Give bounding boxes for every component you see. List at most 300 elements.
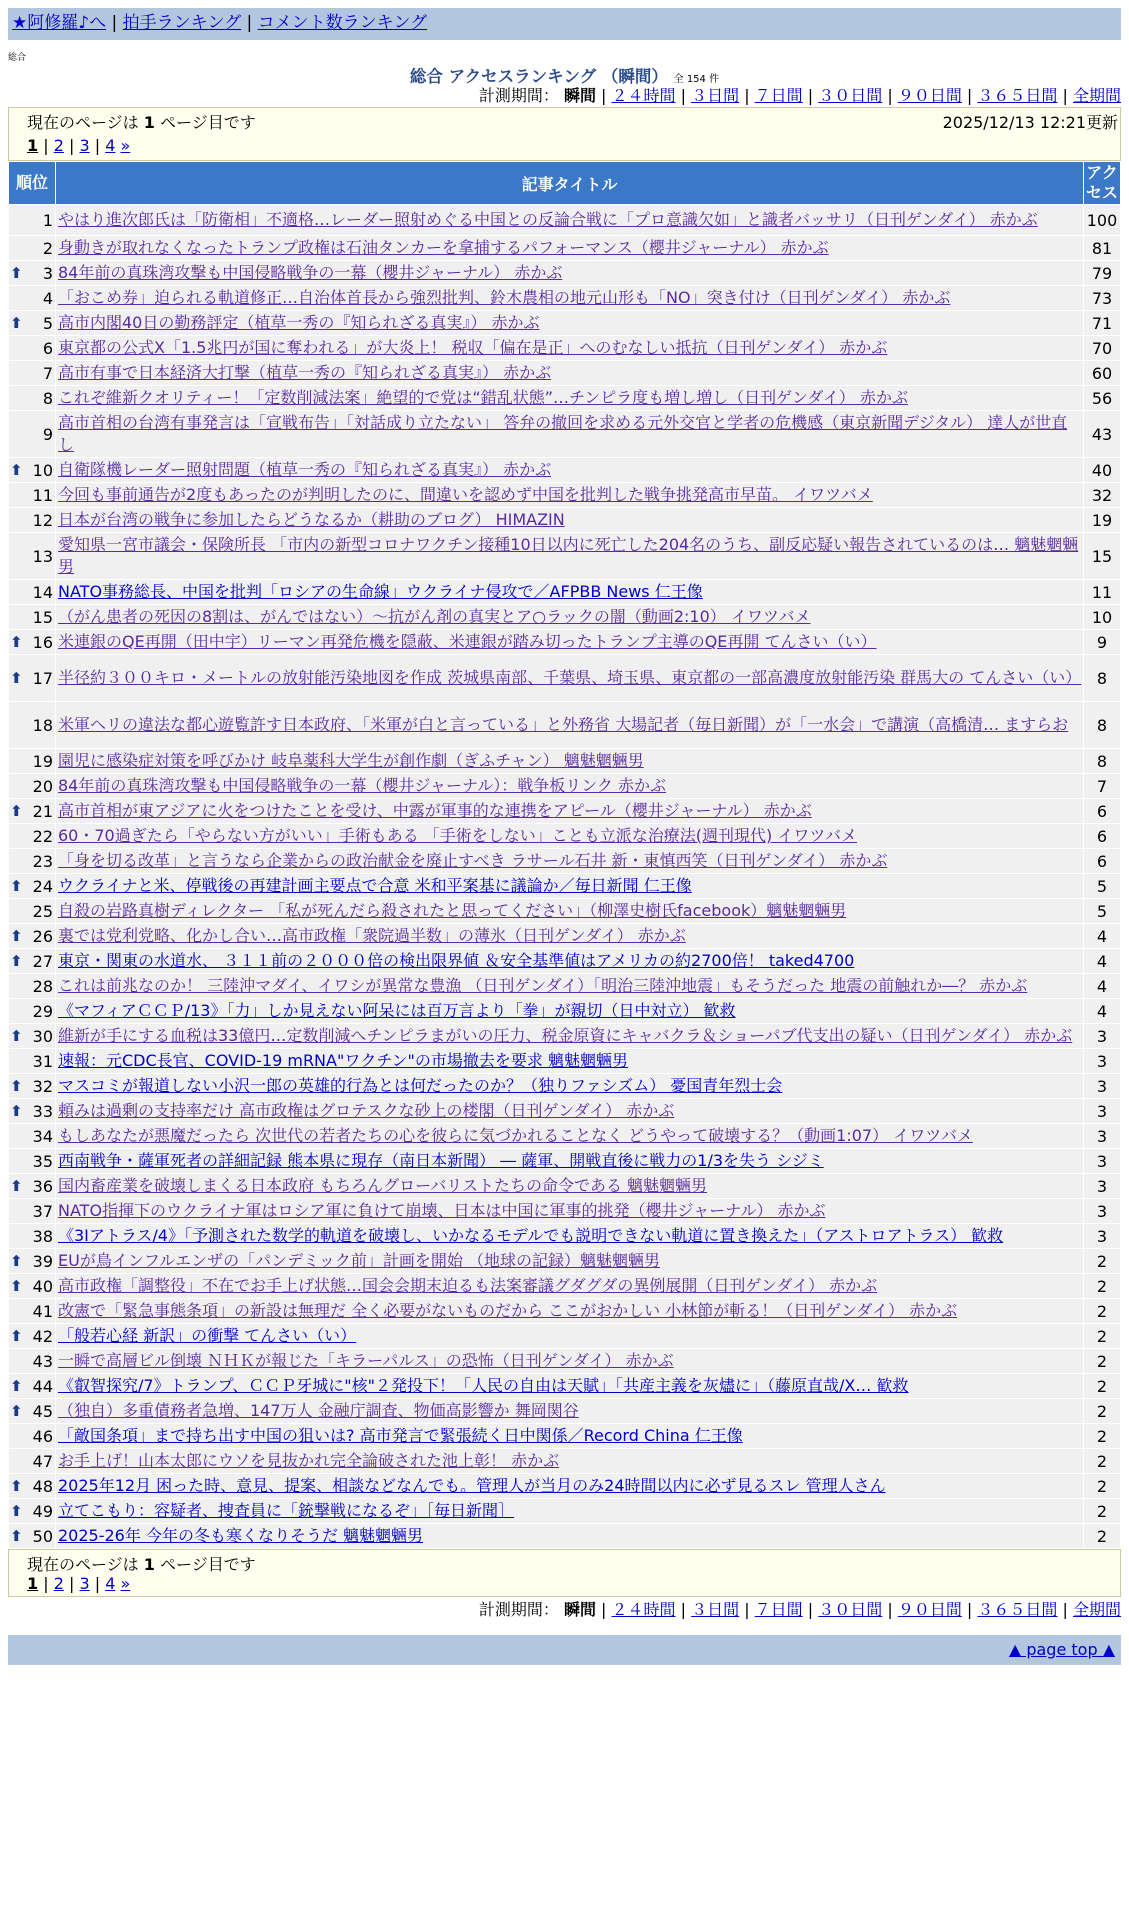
period-link-6[interactable]: 全期間	[1072, 1600, 1121, 1619]
rank-cell	[9, 655, 55, 701]
title-cell	[56, 261, 1083, 285]
rank-cell	[9, 1424, 55, 1448]
title-cell	[56, 749, 1083, 773]
title-cell	[56, 874, 1083, 898]
rank-number: 44	[32, 1376, 53, 1396]
period-link-6[interactable]: 全期間	[1072, 86, 1121, 105]
ranking-heading: 総合 アクセスランキング （瞬間）	[409, 67, 668, 86]
table-row	[9, 702, 1120, 748]
table-row	[9, 1249, 1120, 1273]
total-count: 全 154 件	[673, 74, 720, 85]
rank-cell	[9, 311, 55, 335]
access-count: 7	[1084, 774, 1120, 798]
title-cell	[56, 1224, 1083, 1248]
rank-cell	[9, 605, 55, 629]
next-page-link[interactable]: »	[120, 1574, 131, 1593]
table-row	[9, 483, 1120, 507]
title-cell	[56, 1299, 1083, 1323]
title-cell	[56, 1124, 1083, 1148]
article-link[interactable]: 2025年12月 困った時、意見、提案、相談などなんでも。管理人が当月のみ24時間以内に必ず見るスレ 管理人さん	[58, 1476, 886, 1495]
table-row	[9, 1149, 1120, 1173]
page-link-current[interactable]: 1	[27, 136, 39, 155]
table-row	[9, 1524, 1120, 1548]
access-count: 73	[1084, 286, 1120, 310]
access-count: 3	[1084, 1124, 1120, 1148]
article-link[interactable]: 頼みは過剰の支持率だけ 高市政権はグロテスクな砂上の楼閣（日刊ゲンダイ） 赤かぶ	[58, 1101, 675, 1120]
title-cell	[56, 1474, 1083, 1498]
article-link[interactable]: ウクライナと米、停戦後の再建計画主要点で合意 米和平案基に議論か／毎日新聞 仁王像	[58, 876, 692, 895]
rank-cell	[9, 1499, 55, 1523]
rank-up-icon: ⬆	[10, 460, 23, 479]
rank-number: 37	[32, 1201, 53, 1221]
access-count: 5	[1084, 899, 1120, 923]
rank-number: 50	[32, 1526, 53, 1546]
table-row	[9, 1299, 1120, 1323]
rank-cell	[9, 774, 55, 798]
footer-bar	[8, 1635, 1121, 1665]
rank-number: 45	[32, 1401, 53, 1421]
period-link-2[interactable]: ７日間	[754, 1600, 803, 1619]
page-link-4[interactable]: 4	[105, 1574, 116, 1593]
access-count: 40	[1084, 458, 1120, 482]
article-link[interactable]: 《マフィアＣＣＰ/13》「力」しか見えない阿呆には百万言より「拳」が親切（日中対立） 歓救	[58, 1001, 736, 1020]
title-cell	[56, 924, 1083, 948]
table-row	[9, 580, 1120, 604]
article-link[interactable]: 高市政権「調整役」不在でお手上げ状態…国会会期末迫るも法案審議グダグダの異例展開（日刊ゲンダイ） 赤かぶ	[58, 1276, 878, 1295]
title-cell	[56, 849, 1083, 873]
article-link[interactable]: 「身を切る改革」と言うなら企業からの政治献金を廃止すべき ラサール石井 新・東慎西笑（日刊ゲンダイ） 赤かぶ	[58, 851, 888, 870]
access-count: 3	[1084, 1049, 1120, 1073]
page-info-bottom	[8, 1549, 1121, 1597]
rank-cell	[9, 849, 55, 873]
article-link[interactable]: 一瞬で高層ビル倒壊 ＮＨＫが報じた「キラーパルス」の恐怖（日刊ゲンダイ） 赤かぶ	[58, 1351, 674, 1370]
article-link[interactable]: 高市首相が東アジアに火をつけたことを受け、中露が軍事的な連携をアピール（櫻井ジャーナル） 赤かぶ	[58, 801, 812, 820]
article-link[interactable]: お手上げ！山本太郎にウソを見抜かれ完全論破された池上彰！ 赤かぶ	[58, 1451, 560, 1470]
rank-cell	[9, 1299, 55, 1323]
article-link[interactable]: 身動きが取れなくなったトランプ政権は石油タンカーを拿捕するパフォーマンス（櫻井ジャーナル） 赤かぶ	[58, 238, 829, 257]
title-cell	[56, 824, 1083, 848]
table-row	[9, 1024, 1120, 1048]
access-count: 4	[1084, 974, 1120, 998]
table-row	[9, 361, 1120, 385]
access-count: 71	[1084, 311, 1120, 335]
article-link[interactable]: 「おこめ券」迫られる軌道修正…自治体首長から強烈批判、鈴木農相の地元山形も「NO」突き付け（日刊ゲンダイ） 赤かぶ	[58, 288, 951, 307]
rank-up-icon: ⬆	[10, 1401, 23, 1420]
table-row	[9, 1449, 1120, 1473]
rank-cell	[9, 1224, 55, 1248]
article-link[interactable]: 高市首相の台湾有事発言は「宣戦布告」「対話成り立たない」 答弁の撤回を求める元外交官と学者の危機感（東京新聞デジタル） 達人が世直し	[58, 413, 1068, 454]
rank-cell	[9, 824, 55, 848]
rank-number: 40	[32, 1276, 53, 1296]
period-selector-bottom: 計測期間： 瞬間 | ２４時間 | ３日間 | ７日間 | ３０日間 | ９０日間 | ３６５日間 | 全期間	[478, 1600, 1121, 1619]
article-link[interactable]: 日本が台湾の戦争に参加したらどうなるか（耕助のブログ） HIMAZIN	[58, 510, 565, 529]
rank-cell	[9, 749, 55, 773]
rank-number: 5	[42, 313, 53, 333]
title-cell	[56, 1349, 1083, 1373]
access-count: 9	[1084, 630, 1120, 654]
rank-up-icon: ⬆	[10, 313, 23, 332]
table-row	[9, 533, 1120, 579]
page-link-2[interactable]: 2	[53, 136, 64, 155]
title-cell	[56, 1099, 1083, 1123]
article-link[interactable]: 裏では党利党略、化かし合い…高市政権「衆院過半数」の薄氷（日刊ゲンダイ） 赤かぶ	[58, 926, 686, 945]
rank-number: 19	[32, 751, 53, 771]
rank-cell	[9, 1024, 55, 1048]
rank-cell	[9, 1349, 55, 1373]
title-cell	[56, 508, 1083, 532]
rank-number: 17	[32, 668, 53, 688]
rank-number: 18	[32, 715, 53, 735]
rank-cell	[9, 386, 55, 410]
rank-up-icon: ⬆	[10, 1501, 23, 1520]
article-link[interactable]: NATO指揮下のウクライナ軍はロシア軍に負けて崩壊、日本は中国に軍事的挑発（櫻井ジャーナル） 赤かぶ	[58, 1201, 826, 1220]
table-row	[9, 999, 1120, 1023]
comment-ranking-link[interactable]: コメント数ランキング	[257, 13, 428, 33]
rank-number: 47	[32, 1451, 53, 1471]
table-row	[9, 630, 1120, 654]
table-row	[9, 1324, 1120, 1348]
rank-number: 32	[32, 1076, 53, 1096]
article-link[interactable]: （独自）多重債務者急増、147万人 金融庁調査、物価高影響か 舞岡関谷	[58, 1401, 579, 1420]
title-cell	[56, 361, 1083, 385]
rank-number: 30	[32, 1026, 53, 1046]
access-count: 6	[1084, 824, 1120, 848]
title-cell	[56, 458, 1083, 482]
access-count: 8	[1084, 702, 1120, 748]
rank-number: 9	[42, 424, 53, 444]
article-link[interactable]: 立てこもり：容疑者、捜査員に「銃撃戦になるぞ」［毎日新聞］	[58, 1501, 515, 1520]
article-link[interactable]: 84年前の真珠湾攻撃も中国侵略戦争の一幕（櫻井ジャーナル） 赤かぶ	[58, 263, 563, 282]
article-link[interactable]: 自殺の岩路真樹ディレクター 「私が死んだら殺されたと思ってください」（柳澤史樹氏facebook）魑魅魍魎男	[58, 901, 847, 920]
article-link[interactable]: マスコミが報道しない小沢一郎の英雄的行為とは何だったのか？（独りファシズム） 憂国青年烈士会	[58, 1076, 783, 1095]
rank-cell	[9, 1399, 55, 1423]
table-row	[9, 311, 1120, 335]
article-link[interactable]: 《3Iアトラス/4》「予測された数学的軌道を破壊し、いかなるモデルでも説明できない軌道に置き換えた」（アストロアトラス） 歓救	[58, 1226, 1004, 1245]
title-cell	[56, 799, 1083, 823]
table-row	[9, 1074, 1120, 1098]
access-count: 43	[1084, 411, 1120, 457]
page-status: 現在のページは 1 ページ目です	[27, 113, 256, 132]
table-row	[9, 1499, 1120, 1523]
title-cell	[56, 630, 1083, 654]
access-count: 2	[1084, 1249, 1120, 1273]
table-row	[9, 236, 1120, 260]
page-link-3[interactable]: 3	[79, 136, 90, 155]
article-link[interactable]: 今回も事前通告が2度もあったのが判明したのに、間違いを認めず中国を批判した戦争挑発高市早苗。 イワツバメ	[58, 485, 873, 504]
rank-cell	[9, 702, 55, 748]
rank-number: 24	[32, 876, 53, 896]
next-page-link[interactable]: »	[120, 136, 131, 155]
article-link[interactable]: やはり進次郎氏は「防衛相」不適格…レーダー照射めぐる中国との反論合戦に「プロ意識欠如」と識者バッサリ（日刊ゲンダイ） 赤かぶ	[58, 210, 1038, 229]
table-row	[9, 205, 1120, 235]
table-row	[9, 974, 1120, 998]
table-row	[9, 411, 1120, 457]
rank-cell	[9, 483, 55, 507]
access-count: 2	[1084, 1424, 1120, 1448]
article-link[interactable]: 東京都の公式X「1.5兆円が国に奪われる」が大炎上！ 税収「偏在是正」へのむなしい抵抗（日刊ゲンダイ） 赤かぶ	[58, 338, 888, 357]
article-link[interactable]: 速報：元CDC長官、COVID-19 mRNA"ワクチン"の市場撤去を要求 魑魅魍魎男	[58, 1051, 628, 1070]
access-count: 4	[1084, 999, 1120, 1023]
article-link[interactable]: これは前兆なのか！ 三陸沖マダイ、イワシが異常な豊漁 （日刊ゲンダイ）「明治三陸沖地震」もそうだった 地震の前触れか―？ 赤かぶ	[58, 976, 1028, 995]
access-count: 2	[1084, 1474, 1120, 1498]
rank-up-icon: ⬆	[10, 1326, 23, 1345]
access-count: 2	[1084, 1349, 1120, 1373]
rank-cell	[9, 236, 55, 260]
rank-up-icon: ⬆	[10, 1101, 23, 1120]
title-cell	[56, 1399, 1083, 1423]
access-count: 5	[1084, 874, 1120, 898]
rank-up-icon: ⬆	[10, 1376, 23, 1395]
period-link-3[interactable]: ３０日間	[818, 1600, 883, 1619]
rank-cell	[9, 799, 55, 823]
rank-number: 23	[32, 851, 53, 871]
table-row	[9, 1374, 1120, 1398]
home-link[interactable]: ★阿修羅♪へ	[12, 13, 107, 33]
rank-cell	[9, 999, 55, 1023]
access-count: 60	[1084, 361, 1120, 385]
period-link-5[interactable]: ３６５日間	[977, 1600, 1058, 1619]
rank-cell	[9, 1249, 55, 1273]
period-link-3[interactable]: ３０日間	[818, 86, 883, 105]
access-count: 3	[1084, 1224, 1120, 1248]
title-cell	[56, 1199, 1083, 1223]
access-count: 6	[1084, 849, 1120, 873]
access-count: 3	[1084, 1099, 1120, 1123]
access-count: 81	[1084, 236, 1120, 260]
rank-cell	[9, 286, 55, 310]
access-count: 56	[1084, 386, 1120, 410]
page-link-current[interactable]: 1	[27, 1574, 39, 1593]
table-row	[9, 1199, 1120, 1223]
period-link-5[interactable]: ３６５日間	[977, 86, 1058, 105]
table-row	[9, 261, 1120, 285]
rank-up-icon: ⬆	[10, 632, 23, 651]
table-row	[9, 605, 1120, 629]
article-link[interactable]: 半径約３００キロ・メートルの放射能汚染地図を作成 茨城県南部、千葉県、埼玉県、東京都の一部高濃度放射能汚染 群馬大の てんさい（い）	[58, 668, 1082, 687]
table-row	[9, 1049, 1120, 1073]
access-count: 8	[1084, 655, 1120, 701]
access-count: 2	[1084, 1324, 1120, 1348]
access-count: 70	[1084, 336, 1120, 360]
period-link-0[interactable]: ２４時間	[611, 1600, 676, 1619]
access-count: 79	[1084, 261, 1120, 285]
article-link[interactable]: 西南戦争・薩軍死者の詳細記録 熊本県に現存（南日本新聞） ― 薩軍、開戦直後に戦力の1/3を失う シジミ	[58, 1151, 824, 1170]
rank-number: 20	[32, 776, 53, 796]
title-cell	[56, 974, 1083, 998]
rank-up-icon: ⬆	[10, 1076, 23, 1095]
page	[8, 8, 1121, 1665]
rank-up-icon: ⬆	[10, 876, 23, 895]
rank-number: 12	[32, 510, 53, 530]
access-count: 4	[1084, 924, 1120, 948]
period-link-1[interactable]: ３日間	[691, 1600, 740, 1619]
article-link[interactable]: 高市有事で日本経済大打撃（植草一秀の『知られざる真実』） 赤かぶ	[58, 363, 552, 382]
access-count: 3	[1084, 1199, 1120, 1223]
table-row	[9, 655, 1120, 701]
period-link-1[interactable]: ３日間	[691, 86, 740, 105]
table-row	[9, 336, 1120, 360]
access-count: 2	[1084, 1399, 1120, 1423]
access-count: 19	[1084, 508, 1120, 532]
rank-number: 3	[42, 263, 53, 283]
page-top-link[interactable]: ▲ page top ▲	[1008, 1640, 1115, 1659]
article-link[interactable]: （がん患者の死因の8割は、がんではない）～抗がん剤の真実とア○ラックの闇（動画2:10） イワツバメ	[58, 607, 811, 626]
rank-number: 29	[32, 1001, 53, 1021]
rank-cell	[9, 1074, 55, 1098]
rank-number: 39	[32, 1251, 53, 1271]
rank-number: 27	[32, 951, 53, 971]
title-cell	[56, 1249, 1083, 1273]
rank-cell	[9, 205, 55, 235]
access-count: 32	[1084, 483, 1120, 507]
rank-number: 22	[32, 826, 53, 846]
page-title	[8, 63, 1121, 85]
article-link[interactable]: 高市内閣40日の勤務評定（植草一秀の『知られざる真実』） 赤かぶ	[58, 313, 540, 332]
rank-cell	[9, 974, 55, 998]
page-link-3[interactable]: 3	[79, 1574, 90, 1593]
rank-cell	[9, 508, 55, 532]
access-count: 2	[1084, 1524, 1120, 1548]
table-row	[9, 1124, 1120, 1148]
table-row	[9, 749, 1120, 773]
clap-ranking-link[interactable]: 拍手ランキング	[122, 13, 242, 33]
article-link[interactable]: 国内畜産業を破壊しまくる日本政府 もちろんグローバリストたちの命令である 魑魅魍魎男	[58, 1176, 708, 1195]
rank-up-icon: ⬆	[10, 263, 23, 282]
rank-number: 6	[42, 338, 53, 358]
rank-number: 49	[32, 1501, 53, 1521]
article-link[interactable]: NATO事務総長、中国を批判「ロシアの生命線」ウクライナ侵攻で／AFPBB News 仁王像	[58, 582, 703, 601]
title-cell	[56, 205, 1083, 235]
rank-number: 35	[32, 1151, 53, 1171]
page-link-4[interactable]: 4	[105, 136, 116, 155]
rank-up-icon: ⬆	[10, 801, 23, 820]
period-label: 計測期間：	[478, 86, 564, 105]
title-cell	[56, 899, 1083, 923]
table-row	[9, 1474, 1120, 1498]
article-link[interactable]: 愛知県一宮市議会・保険所長 「市内の新型コロナワクチン接種10日以内に死亡した204名のうち、副反応疑い報告されているのは… 魑魅魍魎男	[58, 535, 1079, 576]
table-row	[9, 286, 1120, 310]
table-row	[9, 386, 1120, 410]
rank-cell	[9, 1449, 55, 1473]
access-count: 3	[1084, 1174, 1120, 1198]
period-link-0[interactable]: ２４時間	[611, 86, 676, 105]
pagination-bottom: 1 | 2 | 3 | 4 »	[27, 1574, 131, 1593]
table-row	[9, 874, 1120, 898]
rank-number: 1	[42, 210, 53, 230]
table-row	[9, 824, 1120, 848]
title-cell	[56, 999, 1083, 1023]
article-link[interactable]: 2025-26年 今年の冬も寒くなりそうだ 魑魅魍魎男	[58, 1526, 424, 1545]
title-cell	[56, 286, 1083, 310]
title-cell	[56, 949, 1083, 973]
access-count: 2	[1084, 1499, 1120, 1523]
rank-number: 10	[32, 460, 53, 480]
rank-cell	[9, 1174, 55, 1198]
access-count: 3	[1084, 1024, 1120, 1048]
rank-cell	[9, 630, 55, 654]
article-link[interactable]: 米軍ヘリの違法な都心遊覧許す日本政府、「米軍が白と言っている」と外務省 大場記者（毎日新聞）が「一水会」で講演（高橋清… ますらお	[58, 715, 1069, 734]
title-cell	[56, 1274, 1083, 1298]
period-current: 瞬間	[563, 86, 596, 105]
title-cell	[56, 1074, 1083, 1098]
article-link[interactable]: 東京・関東の水道水、 ３１１前の２０００倍の検出限界値 ＆安全基準値はアメリカの約2700倍！ taked4700	[58, 951, 855, 970]
table-row	[9, 899, 1120, 923]
access-count: 10	[1084, 605, 1120, 629]
title-cell	[56, 702, 1083, 748]
article-link[interactable]: 園児に感染症対策を呼びかけ 岐阜薬科大学生が創作劇（ぎふチャン） 魑魅魍魎男	[58, 751, 644, 770]
period-link-2[interactable]: ７日間	[754, 86, 803, 105]
rank-number: 28	[32, 976, 53, 996]
article-link[interactable]: 「敵国条項」まで持ち出す中国の狙いは? 高市発言で緊張続く日中関係／Record China 仁王像	[58, 1426, 743, 1445]
rank-number: 8	[42, 388, 53, 408]
access-count: 3	[1084, 1149, 1120, 1173]
table-row	[9, 949, 1120, 973]
article-link[interactable]: 自衛隊機レーダー照射問題（植草一秀の『知られざる真実』） 赤かぶ	[58, 460, 552, 479]
rank-number: 11	[32, 485, 53, 505]
article-link[interactable]: 維新が手にする血税は33億円…定数削減へチンピラまがいの圧力、税金原資にキャバクラ＆ショーパブ代支出の疑い（日刊ゲンダイ） 赤かぶ	[58, 1026, 1073, 1045]
rank-cell	[9, 336, 55, 360]
rank-up-icon: ⬆	[10, 668, 23, 687]
rank-number: 33	[32, 1101, 53, 1121]
article-link[interactable]: EUが鳥インフルエンザの「パンデミック前」計画を開始 （地球の記録）魑魅魍魎男	[58, 1251, 660, 1270]
article-link[interactable]: 「般若心経 新訳」の衝撃 てんさい（い）	[58, 1326, 357, 1345]
title-cell	[56, 605, 1083, 629]
article-link[interactable]: 《叡智探究/7》トランプ、ＣＣＰ牙城に"核"２発投下！「人民の自由は天賦」「共産主義を灰燼に」（藤原直哉/X… 歓救	[58, 1376, 909, 1395]
period-link-4[interactable]: ９０日間	[897, 1600, 962, 1619]
rank-number: 42	[32, 1326, 53, 1346]
page-link-2[interactable]: 2	[53, 1574, 64, 1593]
title-cell	[56, 1374, 1083, 1398]
rank-up-icon: ⬆	[10, 1476, 23, 1495]
period-current: 瞬間	[563, 1600, 596, 1619]
rank-number: 31	[32, 1051, 53, 1071]
rank-cell	[9, 1199, 55, 1223]
article-link[interactable]: 改憲で「緊急事態条項」の新設は無理だ 全く必要がないものだから ここがおかしい 小林節が斬る！（日刊ゲンダイ） 赤かぶ	[58, 1301, 958, 1320]
rank-cell	[9, 1099, 55, 1123]
top-nav-bar: ★阿修羅♪へ | 拍手ランキング | コメント数ランキング	[8, 8, 1121, 40]
col-access-header: アクセス	[1085, 163, 1118, 202]
rank-up-icon: ⬆	[10, 1251, 23, 1270]
article-link[interactable]: これぞ維新クオリティー！「定数削減法案」絶望的で党は“錯乱状態”…チンピラ度も増し増し（日刊ゲンダイ） 赤かぶ	[58, 388, 908, 407]
rank-number: 26	[32, 926, 53, 946]
table-row	[9, 799, 1120, 823]
pagination-top: 1 | 2 | 3 | 4 »	[27, 136, 131, 155]
access-count: 15	[1084, 533, 1120, 579]
article-link[interactable]: もしあなたが悪魔だったら 次世代の若者たちの心を彼らに気づかれることなく どうやって破壊する？（動画1:07） イワツバメ	[58, 1126, 973, 1145]
title-cell	[56, 1149, 1083, 1173]
title-cell	[56, 1449, 1083, 1473]
access-count: 4	[1084, 949, 1120, 973]
title-cell	[56, 1049, 1083, 1073]
rank-cell	[9, 1374, 55, 1398]
article-link[interactable]: 84年前の真珠湾攻撃も中国侵略戦争の一幕（櫻井ジャーナル）：戦争板リンク 赤かぶ	[58, 776, 667, 795]
title-cell	[56, 1424, 1083, 1448]
article-link[interactable]: 米連銀のQE再開（田中宇）リーマン再発危機を隠蔽、米連銀が踏み切ったトランプ主導のQE再開 てんさい（い）	[58, 632, 877, 651]
rank-up-icon: ⬆	[10, 1276, 23, 1295]
ranking-table	[8, 161, 1121, 1549]
article-link[interactable]: 60・70過ぎたら「やらない方がいい」手術もある 「手術をしない」ことも立派な治療法(週刊現代) イワツバメ	[58, 826, 858, 845]
rank-up-icon: ⬆	[10, 951, 23, 970]
rank-cell	[9, 1524, 55, 1548]
rank-cell	[9, 261, 55, 285]
page-info-top	[8, 107, 1121, 161]
rank-number: 7	[42, 363, 53, 383]
period-link-4[interactable]: ９０日間	[897, 86, 962, 105]
table-row	[9, 1424, 1120, 1448]
title-cell	[56, 386, 1083, 410]
title-cell	[56, 1499, 1083, 1523]
title-cell	[56, 336, 1083, 360]
